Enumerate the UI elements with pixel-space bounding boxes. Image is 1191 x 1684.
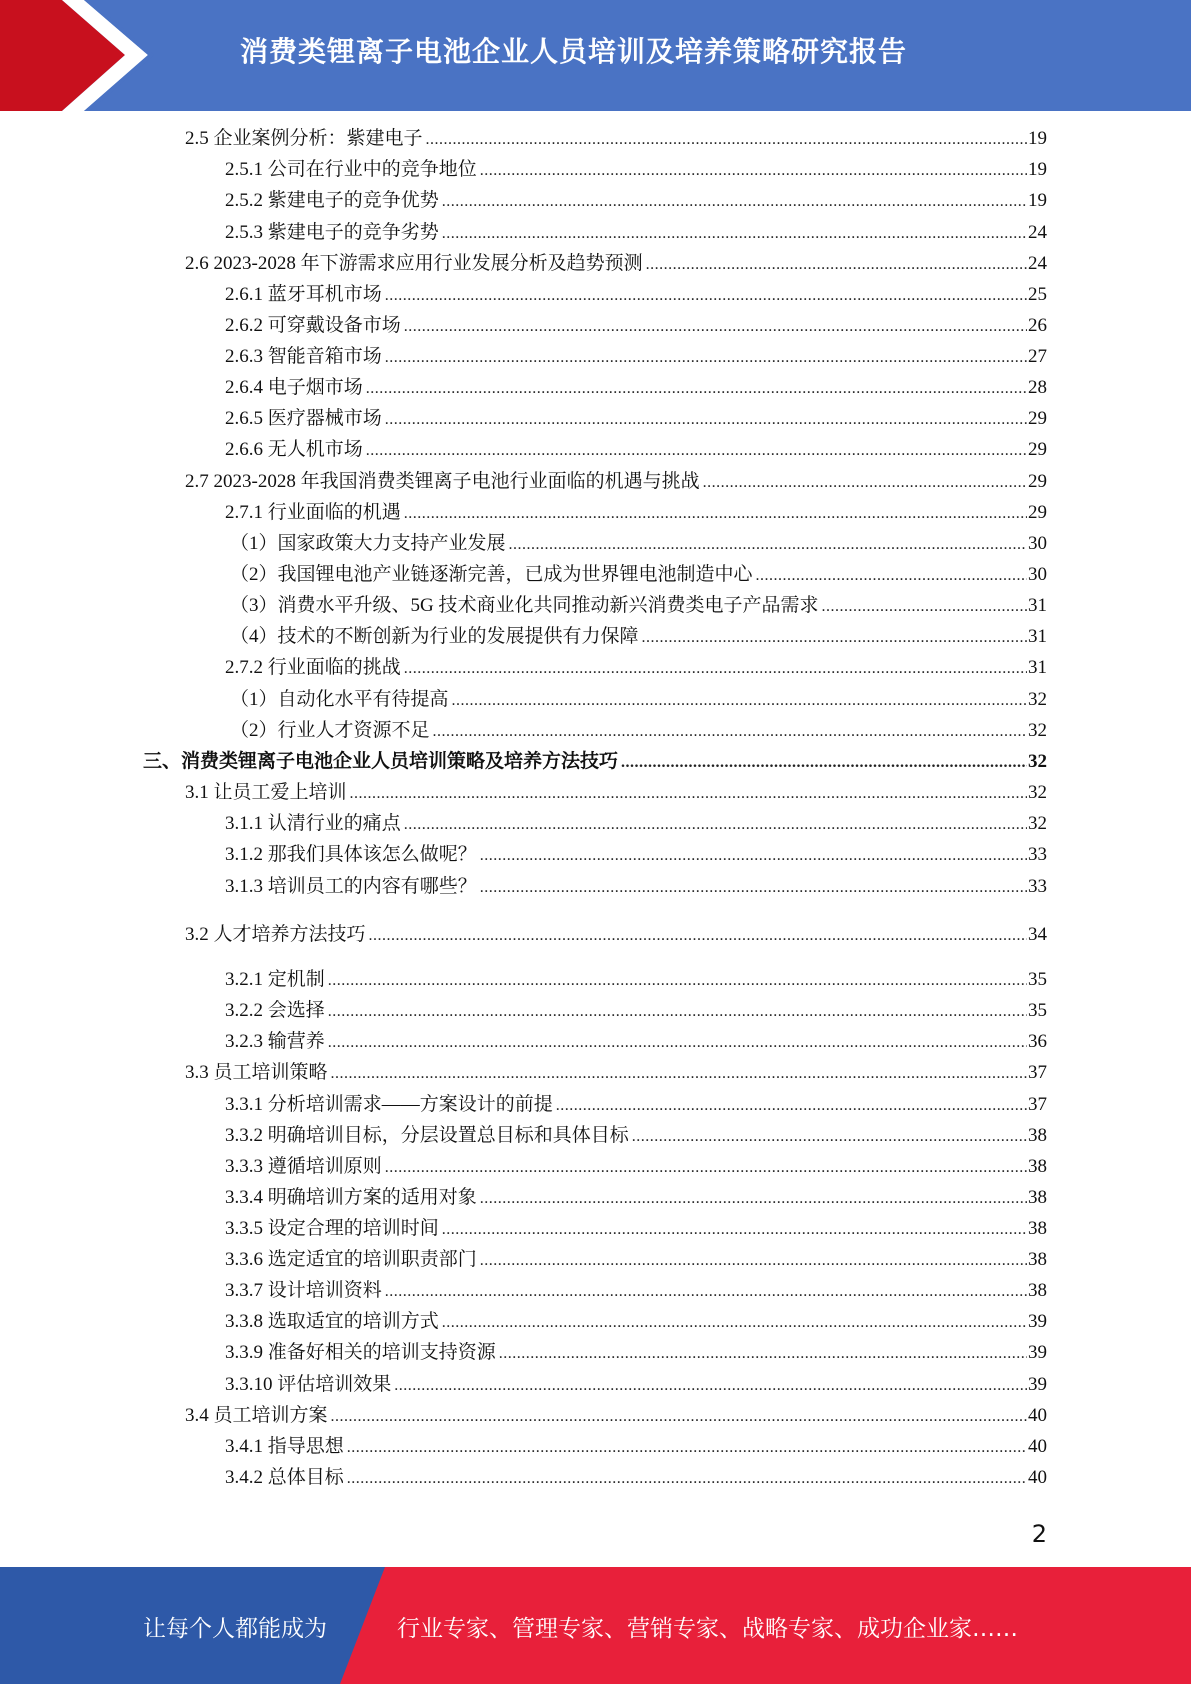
- toc-dot-leader: [404, 502, 1027, 526]
- toc-entry-page: 34: [1028, 924, 1047, 945]
- toc-dot-leader: [328, 1031, 1027, 1055]
- toc-entry-label: 3.2 人才培养方法技巧: [185, 924, 366, 945]
- toc-dot-leader: [385, 408, 1027, 432]
- toc-dot-leader: [385, 1156, 1027, 1180]
- toc-dot-leader: [385, 284, 1027, 308]
- toc-entry-label: 3.1.1 认清行业的痛点: [225, 813, 401, 834]
- toc-entry-label: （1）自动化水平有待提高: [230, 689, 449, 710]
- toc-entry[interactable]: [185, 923, 1047, 947]
- toc-entry-label: 3.3.2 明确培训目标，分层设置总目标和具体目标: [225, 1125, 629, 1146]
- toc-entry-label: 2.7 2023-2028 年我国消费类锂离子电池行业面临的机遇与挑战: [185, 471, 700, 492]
- toc-entry-page: 30: [1028, 533, 1047, 554]
- toc-entry-page: 35: [1028, 969, 1047, 990]
- toc-entry-label: 3.3.3 遵循培训原则: [225, 1156, 382, 1177]
- toc-entry-page: 30: [1028, 564, 1047, 585]
- toc-entry-page: 32: [1028, 782, 1047, 803]
- toc-dot-leader: [499, 1342, 1027, 1366]
- toc-entry[interactable]: [225, 501, 1047, 525]
- toc-entry-page: 32: [1028, 689, 1047, 710]
- toc-entry[interactable]: [225, 1030, 1047, 1054]
- toc-entry-label: 3.2.2 会选择: [225, 1000, 325, 1021]
- toc-entry-page: 19: [1028, 190, 1047, 211]
- toc-entry-label: 3.3.5 设定合理的培训时间: [225, 1218, 439, 1239]
- toc-dot-leader: [442, 1218, 1027, 1242]
- toc-entry[interactable]: [225, 999, 1047, 1023]
- toc-dot-leader: [331, 1405, 1027, 1429]
- toc-dot-leader: [621, 751, 1027, 775]
- toc-entry[interactable]: [225, 1279, 1047, 1303]
- toc-entry-label: 3.2.1 定机制: [225, 969, 325, 990]
- toc-entry[interactable]: [225, 221, 1047, 245]
- toc-entry-label: 三、消费类锂离子电池企业人员培训策略及培养方法技巧: [143, 751, 619, 772]
- toc-entry-label: 3.1.3 培训员工的内容有哪些？: [225, 876, 477, 897]
- toc-entry[interactable]: [225, 283, 1047, 307]
- toc-entry-label: 2.6.4 电子烟市场: [225, 377, 363, 398]
- toc-entry[interactable]: [225, 1093, 1047, 1117]
- toc-entry-label: 2.7.2 行业面临的挑战: [225, 657, 401, 678]
- toc-entry-page: 37: [1028, 1062, 1047, 1083]
- toc-entry[interactable]: [225, 1341, 1047, 1365]
- toc-entry-label: 3.3.10 评估培训效果: [225, 1374, 392, 1395]
- toc-entry-page: 27: [1028, 346, 1047, 367]
- toc-dot-leader: [756, 564, 1027, 588]
- toc-entry-page: 33: [1028, 876, 1047, 897]
- toc-dot-leader: [404, 657, 1027, 681]
- toc-entry-page: 38: [1028, 1156, 1047, 1177]
- toc-entry-page: 29: [1028, 471, 1047, 492]
- toc-entry-page: 38: [1028, 1218, 1047, 1239]
- toc-dot-leader: [433, 720, 1027, 744]
- toc-entry[interactable]: [185, 781, 1047, 805]
- toc-dot-leader: [442, 1311, 1027, 1335]
- toc-entry-page: 38: [1028, 1125, 1047, 1146]
- toc-entry[interactable]: [225, 968, 1047, 992]
- toc-entry-label: 3.3.8 选取适宜的培训方式: [225, 1311, 439, 1332]
- toc-entry[interactable]: [185, 1061, 1047, 1085]
- toc-dot-leader: [404, 813, 1027, 837]
- toc-entry-label: 3.3.9 准备好相关的培训支持资源: [225, 1342, 496, 1363]
- toc-dot-leader: [703, 471, 1027, 495]
- toc-entry[interactable]: [225, 1124, 1047, 1148]
- toc-entry-page: 35: [1028, 1000, 1047, 1021]
- toc-entry-page: 40: [1028, 1405, 1047, 1426]
- toc-entry[interactable]: [225, 812, 1047, 836]
- toc-entry-page: 39: [1028, 1374, 1047, 1395]
- toc-entry-page: 36: [1028, 1031, 1047, 1052]
- toc-entry-label: 2.6.5 医疗器械市场: [225, 408, 382, 429]
- toc-entry-label: 3.3.7 设计培训资料: [225, 1280, 382, 1301]
- toc-entry-page: 24: [1028, 222, 1047, 243]
- toc-entry-label: 2.6.2 可穿戴设备市场: [225, 315, 401, 336]
- toc-entry[interactable]: [225, 843, 1047, 867]
- toc-entry[interactable]: [230, 688, 1047, 712]
- toc-dot-leader: [385, 1280, 1027, 1304]
- toc-entry[interactable]: [225, 656, 1047, 680]
- toc-entry-page: 32: [1028, 813, 1047, 834]
- toc-dot-leader: [632, 1125, 1027, 1149]
- toc-dot-leader: [480, 876, 1027, 900]
- toc-entry-label: （3）消费水平升级、5G 技术商业化共同推动新兴消费类电子产品需求: [230, 595, 819, 616]
- toc-entry[interactable]: [225, 1217, 1047, 1241]
- toc-entry-page: 37: [1028, 1094, 1047, 1115]
- toc-entry-label: 3.3.6 选定适宜的培训职责部门: [225, 1249, 477, 1270]
- toc-dot-leader: [350, 782, 1027, 806]
- toc-dot-leader: [385, 346, 1027, 370]
- toc-dot-leader: [404, 315, 1027, 339]
- toc-entry-label: 2.6.1 蓝牙耳机市场: [225, 284, 382, 305]
- toc-dot-leader: [509, 533, 1027, 557]
- toc-entry[interactable]: [225, 1435, 1047, 1459]
- toc-entry-label: （2）我国锂电池产业链逐渐完善，已成为世界锂电池制造中心: [230, 564, 753, 585]
- toc-entry-page: 31: [1028, 595, 1047, 616]
- toc-entry-label: 3.2.3 输营养: [225, 1031, 325, 1052]
- toc-entry[interactable]: [225, 314, 1047, 338]
- toc-entry-label: 3.1.2 那我们具体该怎么做呢？: [225, 844, 477, 865]
- toc-dot-leader: [347, 1436, 1027, 1460]
- toc-entry[interactable]: [185, 1404, 1047, 1428]
- toc-entry-page: 25: [1028, 284, 1047, 305]
- toc-entry-label: （4）技术的不断创新为行业的发展提供有力保障: [230, 626, 639, 647]
- toc-entry[interactable]: [225, 438, 1047, 462]
- toc-dot-leader: [366, 439, 1027, 463]
- toc-dot-leader: [821, 595, 1027, 619]
- toc-entry-page: 33: [1028, 844, 1047, 865]
- toc-entry[interactable]: [225, 158, 1047, 182]
- toc-dot-leader: [366, 377, 1027, 401]
- toc-entry[interactable]: [225, 1186, 1047, 1210]
- toc-entry[interactable]: [225, 376, 1047, 400]
- toc-entry[interactable]: [230, 625, 1047, 649]
- toc-dot-leader: [426, 128, 1027, 152]
- toc-entry-page: 26: [1028, 315, 1047, 336]
- toc-entry-label: 2.5.1 公司在行业中的竞争地位: [225, 159, 477, 180]
- toc-dot-leader: [442, 190, 1027, 214]
- toc-entry-page: 29: [1028, 439, 1047, 460]
- page-footer: [0, 1567, 1191, 1684]
- toc-dot-leader: [328, 969, 1027, 993]
- toc-entry-label: 3.3.4 明确培训方案的适用对象: [225, 1187, 477, 1208]
- toc-dot-leader: [480, 1187, 1027, 1211]
- toc-entry-label: 3.3.1 分析培训需求——方案设计的前提: [225, 1094, 553, 1115]
- toc-entry-label: 2.6 2023-2028 年下游需求应用行业发展分析及趋势预测: [185, 253, 643, 274]
- toc-entry[interactable]: [225, 189, 1047, 213]
- toc-dot-leader: [480, 159, 1027, 183]
- toc-dot-leader: [642, 626, 1027, 650]
- toc-entry-page: 38: [1028, 1187, 1047, 1208]
- toc-entry-page: 40: [1028, 1467, 1047, 1488]
- toc-entry-label: 3.4.2 总体目标: [225, 1467, 344, 1488]
- toc-entry[interactable]: [230, 563, 1047, 587]
- toc-dot-leader: [331, 1062, 1027, 1086]
- toc-entry-label: 2.7.1 行业面临的机遇: [225, 502, 401, 523]
- toc-entry[interactable]: [185, 252, 1047, 276]
- toc-entry-page: 28: [1028, 377, 1047, 398]
- toc-entry-label: 2.5.3 紫建电子的竞争劣势: [225, 222, 439, 243]
- toc-entry-page: 32: [1028, 751, 1047, 772]
- toc-entry[interactable]: [225, 1466, 1047, 1490]
- toc-dot-leader: [347, 1467, 1027, 1491]
- toc-entry-page: 31: [1028, 657, 1047, 678]
- toc-entry-page: 19: [1028, 128, 1047, 149]
- page-number: 2: [1031, 1520, 1047, 1548]
- toc-entry-label: 2.5 企业案例分析：紫建电子: [185, 128, 423, 149]
- toc-entry[interactable]: [225, 875, 1047, 899]
- toc-entry[interactable]: [230, 719, 1047, 743]
- toc-dot-leader: [646, 253, 1027, 277]
- toc-entry-page: 29: [1028, 502, 1047, 523]
- toc-entry-page: 24: [1028, 253, 1047, 274]
- toc-entry-page: 31: [1028, 626, 1047, 647]
- toc-dot-leader: [480, 844, 1027, 868]
- toc-entry-label: 3.4.1 指导思想: [225, 1436, 344, 1457]
- toc-entry-label: 3.3 员工培训策略: [185, 1062, 328, 1083]
- toc-entry[interactable]: [185, 127, 1047, 151]
- toc-entry[interactable]: [143, 750, 1047, 774]
- toc-entry-label: 2.6.3 智能音箱市场: [225, 346, 382, 367]
- toc-dot-leader: [328, 1000, 1027, 1024]
- toc-entry-page: 29: [1028, 408, 1047, 429]
- toc-dot-leader: [556, 1094, 1027, 1118]
- toc-dot-leader: [369, 924, 1027, 948]
- toc-dot-leader: [452, 689, 1027, 713]
- footer-slogan-left: 让每个人都能成为: [143, 1616, 327, 1642]
- report-title: 消费类锂离子电池企业人员培训及培养策略研究报告: [240, 35, 908, 68]
- toc-dot-leader: [442, 222, 1027, 246]
- toc-entry[interactable]: [185, 470, 1047, 494]
- toc-entry-label: 3.4 员工培训方案: [185, 1405, 328, 1426]
- toc-entry-label: 2.6.6 无人机市场: [225, 439, 363, 460]
- toc-entry-label: 2.5.2 紫建电子的竞争优势: [225, 190, 439, 211]
- footer-slogan-right: 行业专家、管理专家、营销专家、战略专家、成功企业家……: [397, 1616, 1018, 1642]
- toc-entry-page: 40: [1028, 1436, 1047, 1457]
- toc-entry[interactable]: [225, 1155, 1047, 1179]
- toc-entry-page: 38: [1028, 1280, 1047, 1301]
- toc-entry[interactable]: [225, 345, 1047, 369]
- toc-entry[interactable]: [225, 407, 1047, 431]
- toc-entry-page: 39: [1028, 1342, 1047, 1363]
- page-header: [0, 0, 1191, 111]
- toc-entry[interactable]: [230, 594, 1047, 618]
- toc-entry-page: 19: [1028, 159, 1047, 180]
- toc-entry-label: 3.1 让员工爱上培训: [185, 782, 347, 803]
- toc-entry-label: （2）行业人才资源不足: [230, 720, 430, 741]
- toc-entry-page: 38: [1028, 1249, 1047, 1270]
- toc-entry[interactable]: [225, 1310, 1047, 1334]
- toc-entry[interactable]: [225, 1248, 1047, 1272]
- toc-entry-page: 39: [1028, 1311, 1047, 1332]
- toc-dot-leader: [480, 1249, 1027, 1273]
- toc-entry-label: （1）国家政策大力支持产业发展: [230, 533, 506, 554]
- toc-dot-leader: [394, 1374, 1027, 1398]
- toc-entry[interactable]: [225, 1373, 1047, 1397]
- toc-entry-page: 32: [1028, 720, 1047, 741]
- toc-entry[interactable]: [230, 532, 1047, 556]
